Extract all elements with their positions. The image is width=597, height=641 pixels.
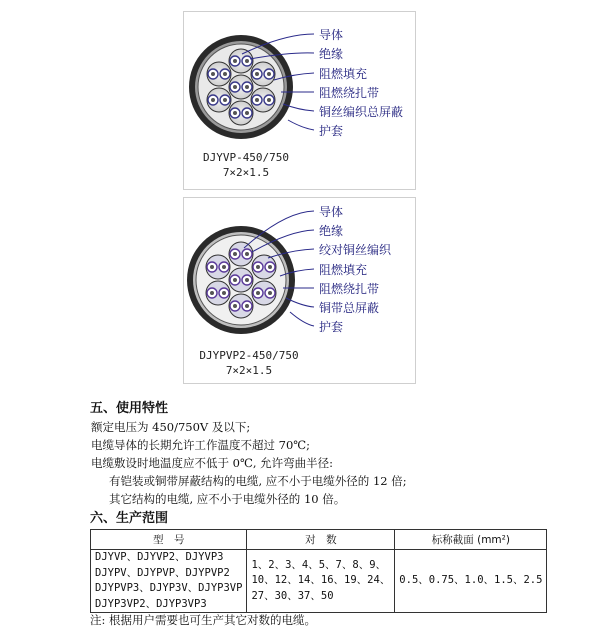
callout-binder-tape: 阻燃绕扎带 — [319, 282, 380, 296]
callout-pair-braid: 绞对铜丝编织 — [319, 243, 392, 257]
header-section: 标称截面 (mm²) — [395, 530, 547, 550]
callout-sheath: 护套 — [319, 320, 344, 334]
pairs-line: 10、12、14、16、19、24、 — [251, 574, 391, 587]
figure-djypvp2 — [183, 197, 416, 384]
cell-models — [91, 550, 247, 613]
callout-insulation: 绝缘 — [319, 47, 344, 61]
table-row — [91, 550, 547, 613]
callout-copper-tape-shield: 铜带总屏蔽 — [319, 301, 380, 315]
callout-filler: 阻燃填充 — [319, 263, 368, 277]
header-model: 型 号 — [91, 530, 247, 550]
section6-title: 六、生产范围 — [90, 511, 169, 526]
section5-line-3: 电缆敷设时地温度应不低于 0℃, 允许弯曲半径: — [91, 456, 334, 470]
section5-title: 五、使用特性 — [90, 401, 169, 416]
figure-model: DJYVP-450/750 — [202, 151, 290, 164]
figure-spec: 7×2×1.5 — [222, 166, 270, 179]
table-header-row — [91, 530, 547, 550]
cell-pairs — [247, 550, 395, 613]
callout-overall-braid-shield: 铜丝编织总屏蔽 — [319, 105, 404, 119]
section5-line-2: 电缆导体的长期允许工作温度不超过 70℃; — [91, 438, 311, 452]
figure-djyvp — [183, 11, 416, 190]
callout-conductor: 导体 — [319, 28, 344, 42]
callout-sheath: 护套 — [319, 124, 344, 138]
callout-conductor: 导体 — [319, 205, 344, 219]
production-note: 注: 根据用户需要也可生产其它对数的电缆。 — [90, 613, 317, 627]
cell-sections: 0.5、0.75、1.0、1.5、2.5 — [395, 550, 547, 613]
production-range-table — [90, 529, 547, 613]
figure-spec: 7×2×1.5 — [225, 364, 273, 377]
model-line: DJYPVP3、DJYP3V、DJYP3VP — [95, 582, 243, 594]
callout-insulation: 绝缘 — [319, 224, 344, 238]
callout-binder-tape: 阻燃绕扎带 — [319, 86, 380, 100]
model-line: DJYVP、DJYVP2、DJYVP3 — [95, 551, 224, 563]
pairs-line: 1、2、3、4、5、7、8、9、 — [251, 558, 387, 571]
model-line: DJYP3VP2、DJYP3VP3 — [95, 597, 207, 610]
model-line: DJYPV、DJYPVP、DJYPVP2 — [95, 566, 230, 579]
pairs-line: 27、30、37、50 — [251, 589, 334, 602]
header-pairs: 对 数 — [247, 530, 395, 550]
callout-filler: 阻燃填充 — [319, 67, 368, 81]
figure-model: DJYPVP2-450/750 — [199, 349, 299, 362]
section5-line-4: 有铠装或铜带屏蔽结构的电缆, 应不小于电缆外径的 12 倍; — [109, 474, 407, 488]
section5-line-5: 其它结构的电缆, 应不小于电缆外径的 10 倍。 — [109, 492, 346, 506]
section5-line-1: 额定电压为 450/750V 及以下; — [91, 420, 251, 434]
